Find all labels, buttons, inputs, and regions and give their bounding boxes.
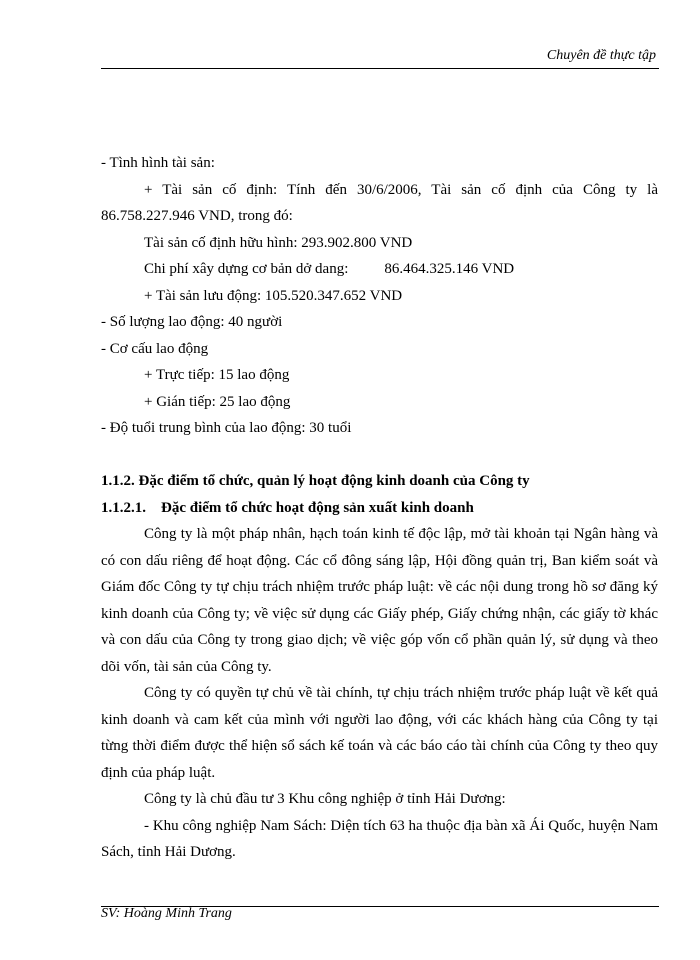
labor-count-line: - Số lượng lao động: 40 người [101, 314, 283, 330]
section-heading-1-1-2-1 [101, 495, 658, 522]
construction-value: 86.464.325.146 VND [384, 261, 515, 277]
page-header-title: Chuyên đề thực tập [546, 48, 656, 63]
average-age-line: - Độ tuổi trung bình của lao động: 30 tuổi [101, 420, 352, 436]
assets-heading: - Tình hình tài sản: [101, 155, 215, 171]
header-rule [101, 68, 659, 69]
paragraph-4: - Khu công nghiệp Nam Sách: Diện tích 63 ha thuộc địa bàn xã Ái Quốc, huyện Nam Sách, tỉnh Hải Dương. [101, 817, 658, 860]
section-title: Đặc điểm tổ chức hoạt động sản xuất kinh doanh [161, 499, 474, 516]
section-number: 1.1.2.1. [101, 499, 146, 516]
direct-labor-line: + Trực tiếp: 15 lao động [144, 367, 290, 383]
fixed-assets-line-2: 86.758.227.946 VND, trong đó: [101, 208, 293, 224]
paragraph-3: Công ty là chủ đầu tư 3 Khu công nghiệp ở tỉnh Hải Dương: [144, 791, 506, 807]
construction-label: Chi phí xây dựng cơ bản dở dang: [144, 261, 349, 277]
paragraph-1: Công ty là một pháp nhân, hạch toán kinh tế độc lập, mở tài khoản tại Ngân hàng và có con dấu riêng để hoạt động. Các cổ đông sáng lập, Hội đồng quản trị, Ban kiểm soát và Giám đốc Công ty tự chịu trách nhiệm trước pháp luật: về các nội dung trong hồ sơ đăng ký kinh doanh của Công ty; về việc sử dụng các Giấy phép, Giấy chứng nhận, các giấy tờ khác và con dấu của Công ty trong giao dịch; về việc góp vốn cổ phần quản lý, sử dụng và theo dõi vốn, tài sản của Công ty. [101, 526, 658, 675]
indirect-labor-line: + Gián tiếp: 25 lao động [144, 393, 291, 410]
current-assets-line: + Tài sản lưu động: 105.520.347.652 VND [144, 287, 403, 304]
construction-line [101, 256, 658, 283]
tangible-assets-line: Tài sản cố định hữu hình: 293.902.800 VND [144, 234, 413, 251]
paragraph-2: Công ty có quyền tự chủ về tài chính, tự chịu trách nhiệm trước pháp luật về kết quả kinh doanh và cam kết của mình với người lao động, với các khách hàng của Công ty tại từng thời điểm được thể hiện sổ sách kế toán và các báo cáo tài chính của Công ty theo quy định của pháp luật. [101, 685, 658, 781]
labor-structure-line: - Cơ cấu lao động [101, 340, 209, 357]
footer-author: SV: Hoàng Minh Trang [101, 906, 232, 921]
section-heading-1-1-2: 1.1.2. Đặc điểm tổ chức, quản lý hoạt động kinh doanh của Công ty [101, 473, 530, 489]
document-body [101, 150, 658, 866]
fixed-assets-line-1: + Tài sản cố định: Tính đến 30/6/2006, Tài sản cố định của Công ty là [144, 181, 658, 198]
